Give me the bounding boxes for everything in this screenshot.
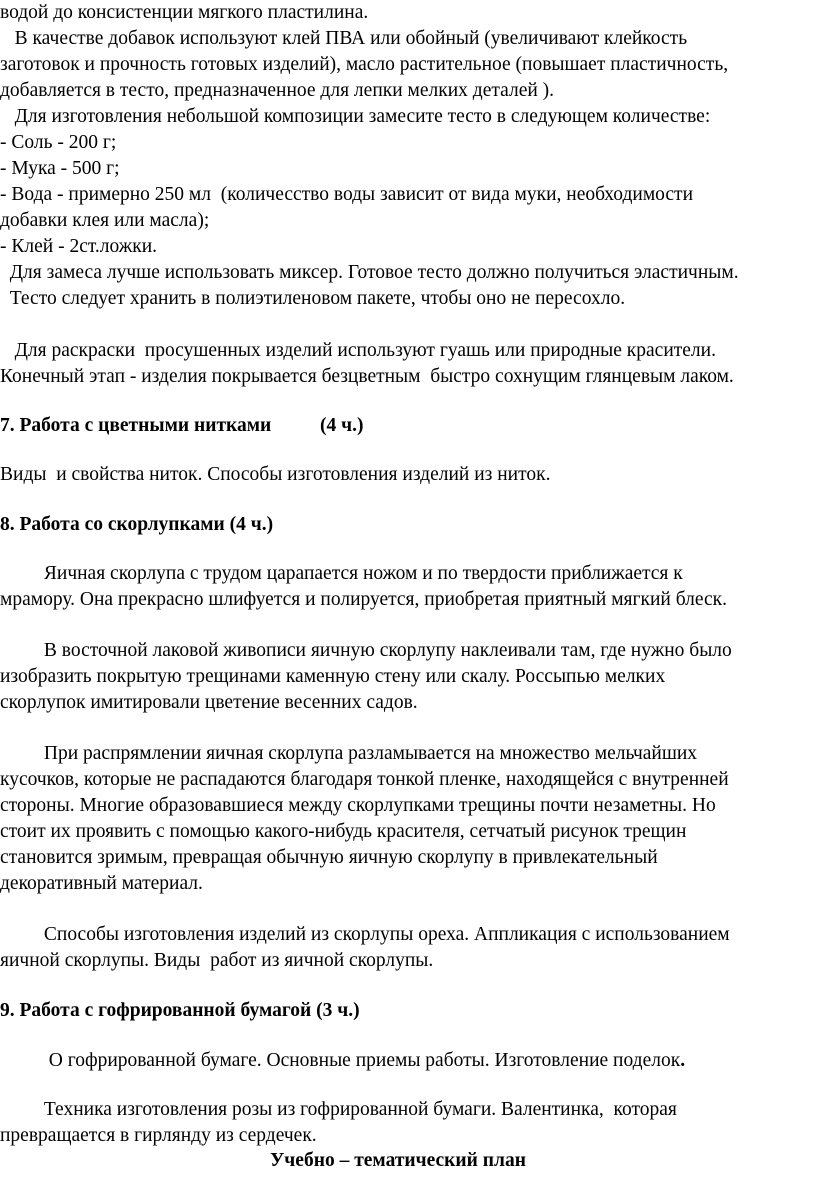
text-line: стороны. Многие образовавшиеся между скорлупками трещины почти незаметны. Но [0,795,716,816]
text-line: Для изготовления небольшой композиции замесите тесто в следующем количестве: [0,106,711,127]
text-line [0,1048,685,1073]
text-line: добавки клея или масла); [0,210,210,231]
text-line: становится зримым, превращая обычную яичную скорлупу в привлекательный [0,847,658,868]
text-line: Техника изготовления розы из гофрированной бумаги. Валентинка, которая [0,1099,677,1120]
text-line: стоит их проявить с помощью какого-нибудь красителя, сетчатый рисунок трещин [0,821,687,842]
text-line: Виды и свойства ниток. Способы изготовления изделий из ниток. [0,464,551,485]
text-line: Способы изготовления изделий из скорлупы ореха. Аппликация с использованием [0,924,730,945]
text-line: мрамору. Она прекрасно шлифуется и полируется, приобретая приятный мягкий блеск. [0,589,728,610]
text-line: Конечный этап - изделия покрывается безцветным быстро сохнущим глянцевым лаком. [0,366,734,387]
text-line: добавляется в тесто, предназначенное для лепки мелких деталей ). [0,80,555,101]
text-line: водой до консистенции мягкого пластилина. [0,2,369,23]
text-line: При распрямлении яичная скорлупа разламывается на множество мельчайших [0,743,698,764]
text-line: Для замеса лучше использовать миксер. Готовое тесто должно получиться эластичным. [0,262,739,283]
section-heading-9: 9. Работа с гофрированной бумагой (3 ч.) [0,1000,360,1021]
text-line: декоративный материал. [0,873,203,894]
text-span: О гофрированной бумаге. Основные приемы работы. Изготовление поделок [0,1050,681,1071]
text-line: превращается в гирлянду из сердечек. [0,1125,317,1146]
section-heading-8: 8. Работа со скорлупками (4 ч.) [0,514,274,535]
text-line: Тесто следует хранить в полиэтиленовом пакете, чтобы оно не пересохло. [0,288,626,309]
text-line: Яичная скорлупа с трудом царапается ножом и по твердости приближается к [0,563,683,584]
text-line: заготовок и прочность готовых изделий), масло растительное (повышает пластичность, [0,54,729,75]
text-line: кусочков, которые не распадаются благодаря тонкой пленке, находящейся с внутренней [0,769,729,790]
list-item: - Вода - примерно 250 мл (количесство воды зависит от вида муки, необходимости [0,184,694,205]
text-line: скорлупок имитировали цветение весенних садов. [0,692,418,713]
list-item: - Клей - 2ст.ложки. [0,236,158,257]
list-item: - Соль - 200 г; [0,132,117,153]
text-line: В восточной лаковой живописи яичную скорлупу наклеивали там, где нужно было [0,640,732,661]
section-heading-7: 7. Работа с цветными нитками (4 ч.) [0,415,364,436]
text-line: В качестве добавок используют клей ПВА или обойный (увеличивают клейкость [0,28,688,49]
text-line: яичной скорлупы. Виды работ из яичной скорлупы. [0,950,434,971]
text-line: Для раскраски просушенных изделий используют гуашь или природные красители. [0,340,716,361]
text-line: изобразить покрытую трещинами каменную стену или скалу. Россыпью мелких [0,666,666,687]
bold-period: . [680,1050,686,1071]
list-item: - Мука - 500 г; [0,158,120,179]
plan-title: Учебно – тематический план [270,1150,526,1171]
